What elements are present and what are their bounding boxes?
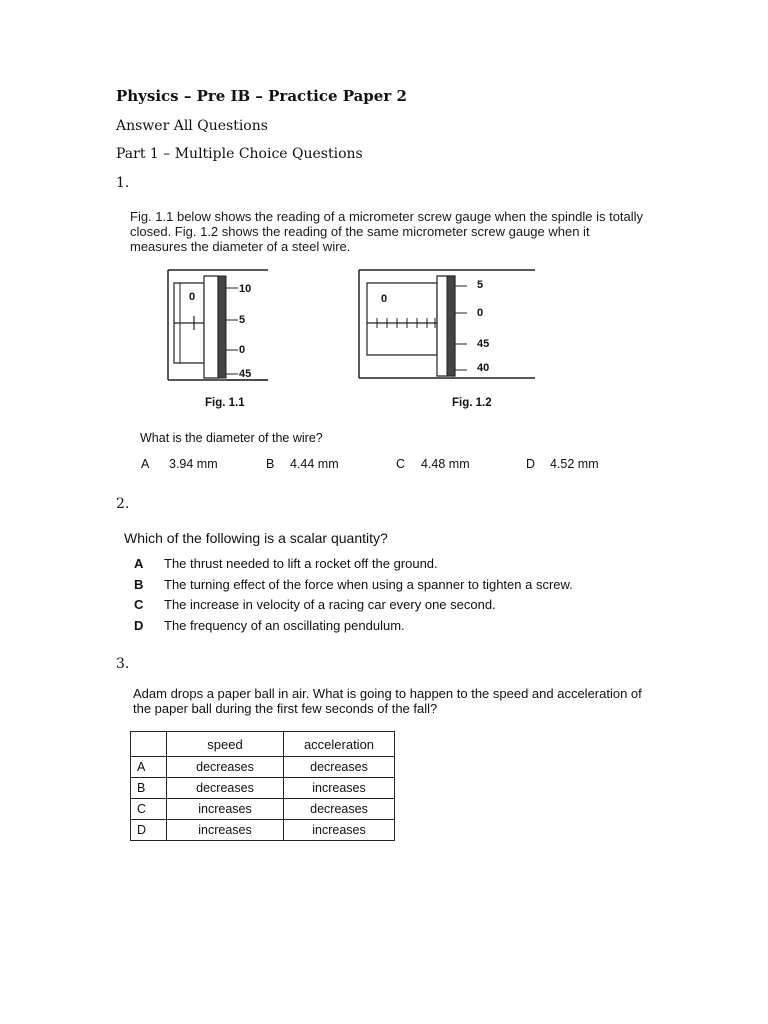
page-title: Physics – Pre IB – Practice Paper 2 xyxy=(116,87,407,105)
table-row xyxy=(131,757,395,778)
q2-option-letter: A xyxy=(134,556,144,571)
q1-option-b-text: 4.44 mm xyxy=(290,457,339,471)
q1-option-d-letter: D xyxy=(526,457,536,471)
question-3-text: Adam drops a paper ball in air. What is going to happen to the speed and acceleration of the paper ball during the first few seconds of the fall? xyxy=(133,686,642,716)
table-row xyxy=(131,778,395,799)
table-header-row xyxy=(131,732,395,757)
q2-option-text: The turning effect of the force when using a spanner to tighten a screw. xyxy=(164,577,573,592)
thimble xyxy=(204,276,218,378)
question-1-prompt: What is the diameter of the wire? xyxy=(140,431,323,445)
question-1-number: 1. xyxy=(116,175,130,191)
table-cell-speed: decreases xyxy=(167,778,284,799)
fig2-thimble-mark: 0 xyxy=(477,307,484,319)
question-3-number: 3. xyxy=(116,656,130,672)
thimble-scale-band xyxy=(447,276,455,376)
table-cell-acceleration: increases xyxy=(284,778,395,799)
fig2-thimble-mark: 40 xyxy=(477,362,490,374)
table-cell-acceleration: decreases xyxy=(284,757,395,778)
q1-option-c-text: 4.48 mm xyxy=(421,457,470,471)
q2-option-text: The increase in velocity of a racing car every one second. xyxy=(164,597,496,612)
table-row xyxy=(131,820,395,841)
fig1-thimble-mark: 5 xyxy=(239,314,246,326)
question-2-prompt: Which of the following is a scalar quantity? xyxy=(124,530,388,546)
table-cell-letter: D xyxy=(131,820,167,841)
part-heading: Part 1 – Multiple Choice Questions xyxy=(116,146,363,162)
q2-option-text: The frequency of an oscillating pendulum. xyxy=(164,618,405,633)
micrometer-figure-1-2 xyxy=(355,268,545,388)
q1-option-d-text: 4.52 mm xyxy=(550,457,599,471)
q1-option-c-letter: C xyxy=(396,457,406,471)
q2-option-c xyxy=(134,597,496,612)
table-cell-acceleration: increases xyxy=(284,820,395,841)
fig2-sleeve-zero: 0 xyxy=(381,293,388,305)
table-cell-speed: increases xyxy=(167,820,284,841)
q1-option-b-letter: B xyxy=(266,457,275,471)
table-cell-letter: A xyxy=(131,757,167,778)
micrometer-figure-1-1 xyxy=(128,268,318,388)
q2-option-letter: D xyxy=(134,618,144,633)
q2-option-a xyxy=(134,556,438,571)
q1-option-a-text: 3.94 mm xyxy=(169,457,218,471)
instructions: Answer All Questions xyxy=(116,118,268,134)
question-1-text: Fig. 1.1 below shows the reading of a micrometer screw gauge when the spindle is totally closed. Fig. 1.2 shows the reading of the same micrometer screw gauge when it measures the diameter of a steel wire. xyxy=(130,209,644,254)
table-row xyxy=(131,799,395,820)
thimble-scale-band xyxy=(218,276,226,378)
fig1-thimble-mark: 0 xyxy=(239,344,246,356)
fig2-thimble-mark: 45 xyxy=(477,338,490,350)
q1-option-a-letter: A xyxy=(141,457,150,471)
table-cell-letter: B xyxy=(131,778,167,799)
table-header-acceleration: acceleration xyxy=(284,732,395,757)
answer-table xyxy=(130,731,395,841)
table-cell-letter: C xyxy=(131,799,167,820)
table-header-speed: speed xyxy=(167,732,284,757)
question-2-number: 2. xyxy=(116,496,130,512)
table-cell-acceleration: decreases xyxy=(284,799,395,820)
table-cell-speed: increases xyxy=(167,799,284,820)
fig-1-1-label: Fig. 1.1 xyxy=(205,397,245,409)
q2-option-b xyxy=(134,577,573,592)
table-header-blank xyxy=(131,732,167,757)
fig1-thimble-mark: 45 xyxy=(239,368,252,380)
table-cell-speed: decreases xyxy=(167,757,284,778)
fig1-thimble-mark: 10 xyxy=(239,283,252,295)
fig-1-2-label: Fig. 1.2 xyxy=(452,397,492,409)
fig2-thimble-mark: 5 xyxy=(477,279,484,291)
q2-option-d xyxy=(134,618,405,633)
q2-option-text: The thrust needed to lift a rocket off the ground. xyxy=(164,556,438,571)
fig1-sleeve-zero: 0 xyxy=(189,291,196,303)
q2-option-letter: B xyxy=(134,577,144,592)
q2-option-letter: C xyxy=(134,597,144,612)
